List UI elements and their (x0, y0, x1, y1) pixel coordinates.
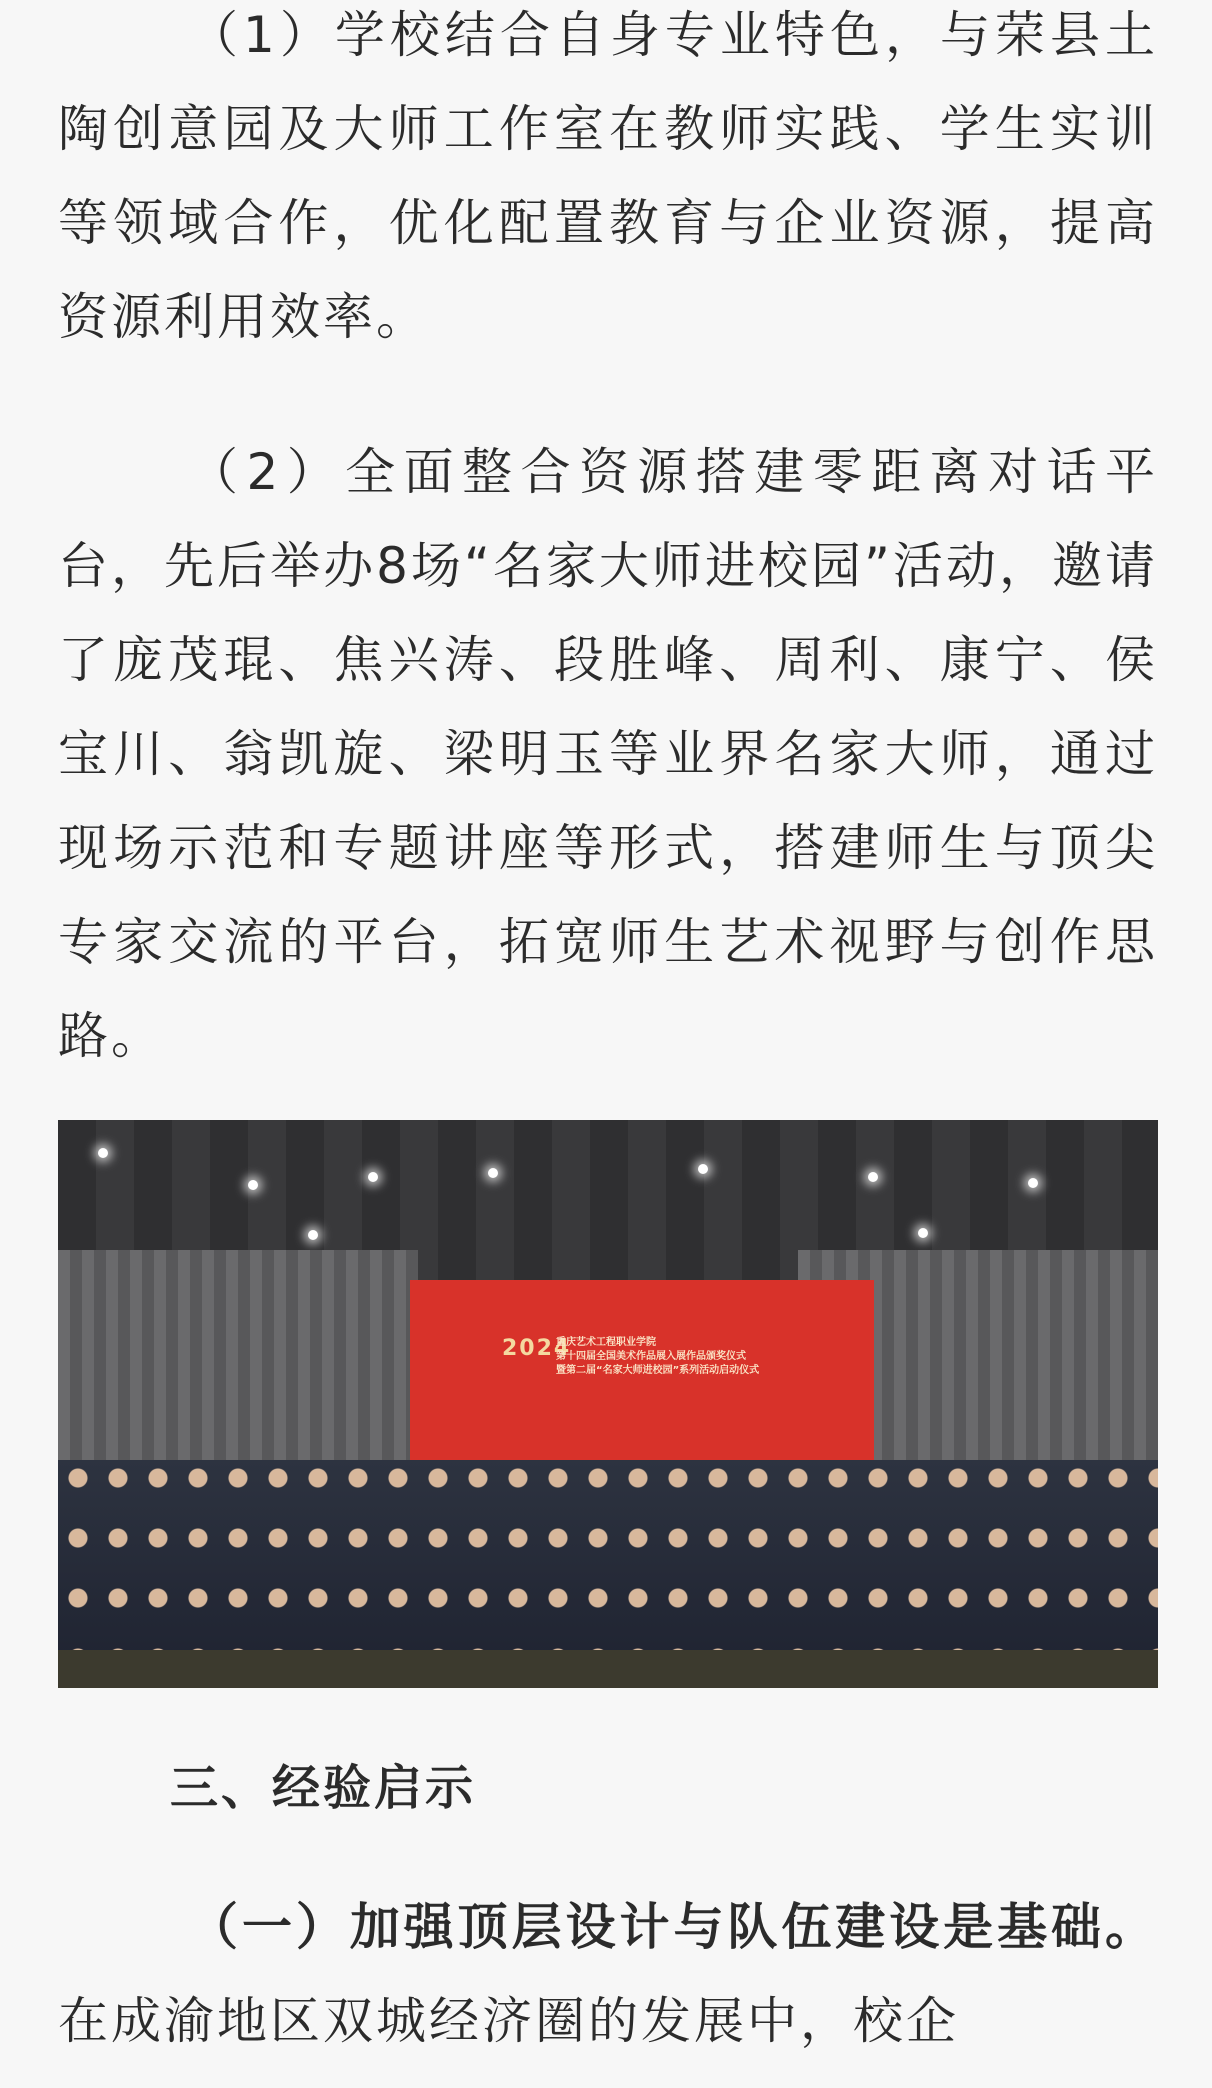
event-group-photo[interactable] (58, 1120, 1158, 1688)
spotlight (918, 1228, 928, 1238)
screen-year-text: 2024 (502, 1336, 572, 1361)
section-heading: 三、经验启示 (170, 1760, 477, 1816)
spotlight (98, 1148, 108, 1158)
paragraph-body-text: 在成渝地区双城经济圈的发展中，校企 (58, 1992, 959, 2050)
spotlight (248, 1180, 258, 1190)
spotlight (368, 1172, 378, 1182)
spotlight (868, 1172, 878, 1182)
screen-line: 第十四届全国美术作品展入展作品颁奖仪式 (556, 1351, 746, 1362)
spotlight (488, 1168, 498, 1178)
paragraph-lead-bold: （一）加强顶层设计与队伍建设是基础。 (188, 1898, 1158, 1956)
screen-line: 暨第二届“名家大师进校园”系列活动启动仪式 (556, 1365, 760, 1376)
screen-title-text (556, 1336, 759, 1378)
spotlight (698, 1164, 708, 1174)
paragraph-school-cooperation: （1）学校结合自身专业特色，与荣县土陶创意园及大师工作室在教师实践、学生实训等领域合作，优化配置教育与企业资源，提高资源利用效率。 (58, 6, 1158, 346)
paragraph-top-level-design (58, 1880, 1158, 2068)
screen-line: 重庆艺术工程职业学院 (556, 1337, 656, 1348)
spotlight (1028, 1178, 1038, 1188)
paragraph-masters-platform: （2）全面整合资源搭建零距离对话平台，先后举办8场“名家大师进校园”活动，邀请了庞茂琨、焦兴涛、段胜峰、周利、康宁、侯宝川、翁凯旋、梁明玉等业界名家大师，通过现场示范和专题讲座等形式，搭建师生与顶尖专家交流的平台，拓宽师生艺术视野与创作思路。 (58, 443, 1158, 1065)
stage-floor (58, 1650, 1158, 1688)
spotlight (308, 1230, 318, 1240)
